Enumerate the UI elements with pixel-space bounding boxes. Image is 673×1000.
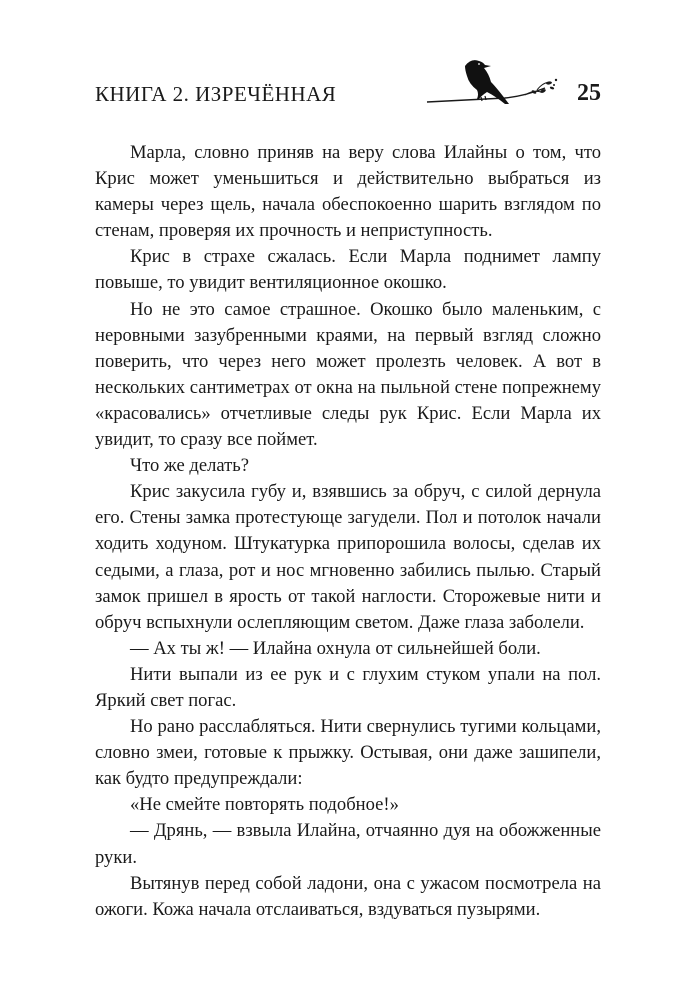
- crow-on-branch-icon: [425, 52, 560, 112]
- paragraph: Но рано расслабляться. Нити свернулись тугими кольцами, словно змеи, готовые к прыжку. Остывая, они даже зашипели, как будто предупреждали:: [95, 716, 601, 790]
- running-header: [95, 82, 601, 122]
- book-title: КНИГА 2. ИЗРЕЧЁННАЯ: [95, 82, 337, 106]
- paragraph: Крис закусила губу и, взявшись за обруч, с силой дернула его. Стены замка протестующе загудели. Пол и потолок начали ходить ходуном. Штукатурка припорошила волосы, сделав их седыми, а глаза, рот и нос мгновенно забились пылью. Старый замок пришел в ярость от такой наглости. Сторожевые нити и обруч вспыхнули ослепляющим светом. Даже глаза заболели.: [95, 481, 601, 633]
- body-text: [95, 140, 601, 923]
- paragraph: Нити выпали из ее рук и с глухим стуком упали на пол. Яркий свет погас.: [95, 663, 601, 711]
- paragraph: Марла, словно приняв на веру слова Илайны о том, что Крис может уменьшиться и действительно выбраться из камеры через щель, начала обеспокоенно шарить взглядом по стенам, проверяя их прочность и неприступность.: [95, 142, 601, 242]
- page-number: 25: [577, 80, 601, 106]
- paragraph: «Не смейте повторять подобное!»: [130, 794, 399, 816]
- paragraph: — Ах ты ж! — Илайна охнула от сильнейшей боли.: [130, 637, 541, 659]
- paragraph: Но не это самое страшное. Окошко было маленьким, с неровными зазубренными краями, на первый взгляд сложно поверить, что через него может пролезть человек. А вот в нескольких сантиметрах от окна на пыльной стене попрежнему «красовались» отчетливые следы рук Крис. Если Марла их увидит, то сразу все поймет.: [95, 298, 601, 451]
- paragraph: Крис в страхе сжалась. Если Марла поднимет лампу повыше, то увидит вентиляционное окошко.: [95, 246, 601, 294]
- paragraph: — Дрянь, — взвыла Илайна, отчаянно дуя на обожженные руки.: [95, 820, 601, 868]
- paragraph: Что же делать?: [130, 455, 250, 477]
- paragraph: Вытянув перед собой ладони, она с ужасом посмотрела на ожоги. Кожа начала отслаиваться, вздуваться пузырями.: [95, 872, 601, 920]
